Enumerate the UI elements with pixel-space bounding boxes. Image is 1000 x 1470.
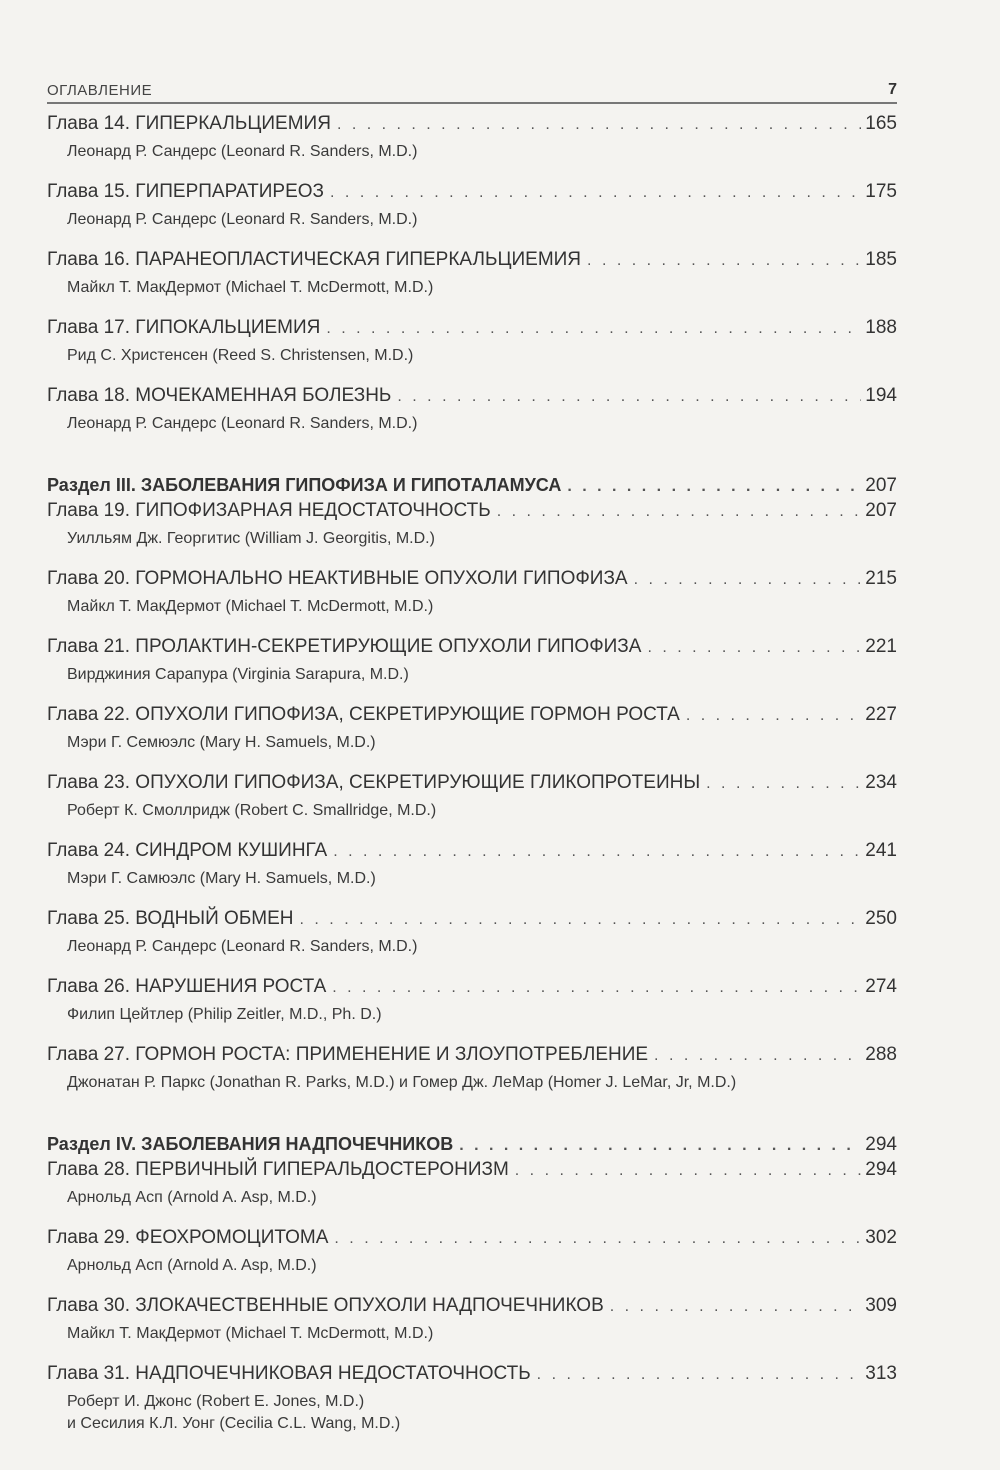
toc-entry [47, 635, 897, 686]
leader-dots [537, 1363, 862, 1387]
toc-entry [47, 316, 897, 367]
page-header [47, 80, 897, 104]
chapter-line [47, 384, 897, 409]
chapter-title: Глава 31. НАДПОЧЕЧНИКОВАЯ НЕДОСТАТОЧНОСТЬ [47, 1363, 531, 1384]
chapter-author: Филип Цейтлер (Philip Zeitler, M.D., Ph. D.) [67, 1006, 382, 1023]
toc-entry [47, 499, 897, 550]
toc-entry [47, 384, 897, 435]
running-header-title: ОГЛАВЛЕНИЕ [47, 82, 153, 99]
leader-dots [515, 1159, 862, 1183]
chapter-author: Арнольд Асп (Arnold A. Asp, M.D.) [67, 1257, 317, 1274]
chapter-title: Глава 27. ГОРМОН РОСТА: ПРИМЕНЕНИЕ И ЗЛОУПОТРЕБЛЕНИЕ [47, 1044, 649, 1065]
chapter-author: Роберт И. Джонс (Robert E. Jones, M.D.) [67, 1393, 365, 1410]
leader-dots [459, 1134, 861, 1158]
chapter-title: Глава 26. НАРУШЕНИЯ РОСТА [47, 976, 327, 997]
toc-entry [47, 839, 897, 890]
chapter-title: Глава 30. ЗЛОКАЧЕСТВЕННЫЕ ОПУХОЛИ НАДПОЧЕЧНИКОВ [47, 1295, 604, 1316]
leader-dots [497, 500, 862, 524]
section-4-chapters [47, 1158, 897, 1435]
chapter-author: Леонард Р. Сандерс (Leonard R. Sanders, M.D.) [67, 415, 418, 432]
chapter-page-number: 194 [865, 385, 897, 406]
chapter-line [47, 112, 897, 137]
table-of-contents [47, 112, 897, 1435]
toc-entry [47, 975, 897, 1026]
chapter-author: Джонатан Р. Паркс (Jonathan R. Parks, M.D.) и Гомер Дж. ЛеМар (Homer J. LeMar, Jr, M.D.) [67, 1074, 737, 1091]
chapter-author: Рид С. Христенсен (Reed S. Christensen, M.D.) [67, 347, 414, 364]
chapter-page-number: 175 [865, 181, 897, 202]
toc-entry [47, 907, 897, 958]
leader-dots [332, 976, 861, 1000]
chapter-author: Мэри Г. Семюэлс (Mary H. Samuels, M.D.) [67, 734, 376, 751]
chapter-page-number: 207 [865, 500, 897, 521]
chapter-page-number: 241 [865, 840, 897, 861]
chapter-line [47, 771, 897, 796]
chapter-line [47, 1362, 897, 1387]
chapter-author: Леонард Р. Сандерс (Leonard R. Sanders, M.D.) [67, 143, 418, 160]
chapter-author: Мэри Г. Самюэлс (Mary H. Samuels, M.D.) [67, 870, 376, 887]
toc-entry [47, 1158, 897, 1209]
chapter-author: Роберт К. Смоллридж (Robert C. Smallridge, M.D.) [67, 802, 437, 819]
chapter-page-number: 221 [865, 636, 897, 657]
chapter-title: Глава 17. ГИПОКАЛЬЦИЕМИЯ [47, 317, 321, 338]
chapter-author: Уилльям Дж. Георгитис (William J. Georgitis, M.D.) [67, 530, 435, 547]
chapter-title: Глава 19. ГИПОФИЗАРНАЯ НЕДОСТАТОЧНОСТЬ [47, 500, 491, 521]
chapter-author: Майкл Т. МакДермот (Michael T. McDermott, M.D.) [67, 598, 434, 615]
chapter-title: Глава 18. МОЧЕКАМЕННАЯ БОЛЕЗНЬ [47, 385, 392, 406]
chapter-line [47, 567, 897, 592]
chapter-title: Глава 28. ПЕРВИЧНЫЙ ГИПЕРАЛЬДОСТЕРОНИЗМ [47, 1159, 509, 1180]
section-4-heading [47, 1132, 897, 1158]
leader-dots [706, 772, 861, 796]
chapter-page-number: 185 [865, 249, 897, 270]
toc-entry [47, 248, 897, 299]
chapter-line [47, 248, 897, 273]
chapter-line [47, 1158, 897, 1183]
page-number: 7 [888, 81, 897, 98]
chapter-author: Майкл Т. МакДермот (Michael T. McDermott, M.D.) [67, 1325, 434, 1342]
leader-dots [647, 636, 861, 660]
chapter-page-number: 294 [865, 1159, 897, 1180]
leader-dots [686, 704, 861, 728]
leader-dots [300, 908, 862, 932]
leader-dots [337, 113, 861, 137]
chapter-title: Глава 14. ГИПЕРКАЛЬЦИЕМИЯ [47, 113, 331, 134]
toc-entry [47, 567, 897, 618]
chapter-title: Глава 24. СИНДРОМ КУШИНГА [47, 840, 328, 861]
chapter-line [47, 1043, 897, 1068]
chapter-line [47, 1226, 897, 1251]
chapter-author: Леонард Р. Сандерс (Leonard R. Sanders, M.D.) [67, 211, 418, 228]
section-title: Раздел IV. ЗАБОЛЕВАНИЯ НАДПОЧЕЧНИКОВ [47, 1134, 454, 1154]
chapter-author: и Сесилия К.Л. Уонг (Cecilia C.L. Wang, M.D.) [67, 1415, 401, 1432]
chapter-page-number: 234 [865, 772, 897, 793]
chapter-page-number: 288 [865, 1044, 897, 1065]
chapter-title: Глава 20. ГОРМОНАЛЬНО НЕАКТИВНЫЕ ОПУХОЛИ ГИПОФИЗА [47, 568, 628, 589]
chapter-line [47, 839, 897, 864]
toc-entry [47, 1226, 897, 1277]
toc-entry [47, 180, 897, 231]
chapter-line [47, 975, 897, 1000]
chapter-author: Вирджиния Сарапура (Virginia Sarapura, M.D.) [67, 666, 409, 683]
chapter-page-number: 302 [865, 1227, 897, 1248]
toc-entry [47, 771, 897, 822]
chapter-title: Глава 15. ГИПЕРПАРАТИРЕОЗ [47, 181, 325, 202]
chapter-page-number: 165 [865, 113, 897, 134]
chapter-page-number: 250 [865, 908, 897, 929]
chapter-line [47, 180, 897, 205]
toc-page [47, 80, 897, 1452]
chapter-title: Глава 29. ФЕОХРОМОЦИТОМА [47, 1227, 329, 1248]
chapter-group-continued [47, 112, 897, 435]
chapter-line [47, 499, 897, 524]
chapter-line [47, 703, 897, 728]
chapter-page-number: 274 [865, 976, 897, 997]
toc-entry [47, 1294, 897, 1345]
leader-dots [397, 385, 861, 409]
section-title: Раздел III. ЗАБОЛЕВАНИЯ ГИПОФИЗА И ГИПОТАЛАМУСА [47, 475, 562, 495]
toc-entry [47, 1043, 897, 1094]
chapter-page-number: 309 [865, 1295, 897, 1316]
chapter-title: Глава 23. ОПУХОЛИ ГИПОФИЗА, СЕКРЕТИРУЮЩИЕ ГЛИКОПРОТЕИНЫ [47, 772, 701, 793]
chapter-title: Глава 25. ВОДНЫЙ ОБМЕН [47, 908, 294, 929]
leader-dots [326, 317, 861, 341]
chapter-title: Глава 16. ПАРАНЕОПЛАСТИЧЕСКАЯ ГИПЕРКАЛЬЦИЕМИЯ [47, 249, 582, 270]
leader-dots [587, 249, 861, 273]
chapter-title: Глава 21. ПРОЛАКТИН-СЕКРЕТИРУЮЩИЕ ОПУХОЛИ ГИПОФИЗА [47, 636, 642, 657]
leader-dots [654, 1044, 861, 1068]
chapter-page-number: 313 [865, 1363, 897, 1384]
toc-entry [47, 1362, 897, 1435]
chapter-page-number: 188 [865, 317, 897, 338]
section-page-number: 294 [865, 1134, 897, 1155]
toc-entry [47, 112, 897, 163]
chapter-line [47, 635, 897, 660]
chapter-page-number: 215 [865, 568, 897, 589]
section-3-chapters [47, 499, 897, 1094]
section-3-heading [47, 473, 897, 499]
toc-entry [47, 703, 897, 754]
chapter-author: Майкл Т. МакДермот (Michael T. McDermott, M.D.) [67, 279, 434, 296]
leader-dots [334, 1227, 861, 1251]
leader-dots [333, 840, 861, 864]
leader-dots [330, 181, 861, 205]
chapter-line [47, 1294, 897, 1319]
chapter-author: Арнольд Асп (Arnold A. Asp, M.D.) [67, 1189, 317, 1206]
chapter-line [47, 316, 897, 341]
section-page-number: 207 [865, 475, 897, 496]
leader-dots [634, 568, 862, 592]
chapter-page-number: 227 [865, 704, 897, 725]
chapter-author: Леонард Р. Сандерс (Leonard R. Sanders, M.D.) [67, 938, 418, 955]
chapter-title: Глава 22. ОПУХОЛИ ГИПОФИЗА, СЕКРЕТИРУЮЩИЕ ГОРМОН РОСТА [47, 704, 680, 725]
leader-dots [610, 1295, 862, 1319]
chapter-line [47, 907, 897, 932]
leader-dots [567, 475, 861, 499]
